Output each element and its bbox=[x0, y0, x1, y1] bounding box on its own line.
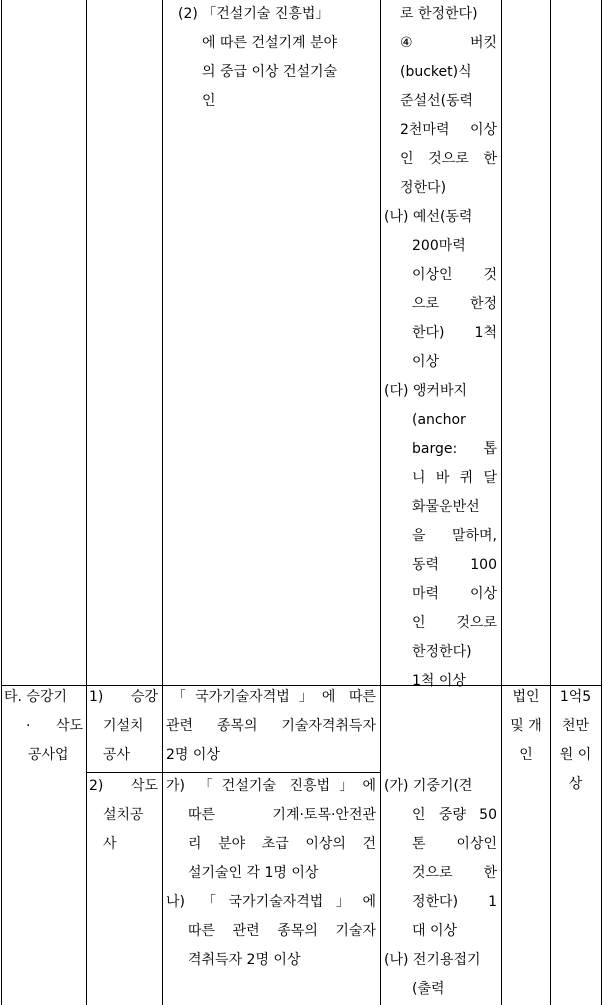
text-line: (2) 「건설기술 진흥법」 bbox=[178, 6, 330, 22]
text-line: 「국가기술자격법」에 따른 bbox=[172, 689, 376, 705]
sub2-equipment-cell bbox=[384, 772, 497, 1004]
text-line: 2천마력 이상 bbox=[400, 122, 497, 138]
text-line: 1) 승강 bbox=[89, 689, 158, 705]
grid-line-v4 bbox=[380, 0, 381, 1005]
text-line: 동력 100 bbox=[412, 557, 497, 573]
text-line: (bucket)식 bbox=[400, 64, 472, 80]
text-line: 격취득자 2명 이상 bbox=[188, 952, 301, 968]
text-line: 인 bbox=[519, 747, 533, 763]
capital-cell bbox=[553, 683, 598, 799]
text-line: 공사업 bbox=[28, 747, 69, 763]
upper-qualification-cell bbox=[178, 0, 376, 116]
sub2-type-cell bbox=[89, 772, 158, 859]
upper-equipment-cell bbox=[384, 0, 497, 696]
grid-line-v6 bbox=[550, 0, 551, 1005]
text-line: 공사 bbox=[103, 747, 131, 763]
text-line: 200마력 bbox=[412, 238, 466, 254]
text-line: 을 말하며, bbox=[412, 528, 497, 544]
text-line: (anchor bbox=[412, 412, 466, 428]
text-line: 에 따른 건설기계 분야 bbox=[202, 35, 338, 51]
text-line: ④ 버킷 bbox=[400, 35, 497, 51]
text-line: (출력 bbox=[412, 981, 445, 997]
grid-line-v3 bbox=[162, 0, 163, 1005]
text-line: barge: 톱 bbox=[412, 441, 497, 457]
text-line: (나) 예선(동력 bbox=[384, 209, 473, 225]
industry-name-cell bbox=[4, 683, 83, 770]
text-line: 이상인 것 bbox=[412, 267, 497, 283]
text-line: 2명 이상 bbox=[166, 747, 220, 763]
text-line: 1억5 bbox=[559, 689, 592, 705]
text-line: 상 bbox=[568, 776, 583, 792]
sub1-qualification-cell bbox=[166, 683, 376, 770]
text-line: (다) 앵커바지 bbox=[384, 383, 467, 399]
text-line: · 삭도 bbox=[26, 718, 83, 734]
text-line: 이상 bbox=[412, 354, 440, 370]
text-line: 관련 종목의 기술자격취득자 bbox=[166, 718, 376, 734]
grid-line-v1 bbox=[1, 0, 2, 1005]
text-line: 설치공 bbox=[103, 807, 144, 823]
text-line: 사 bbox=[103, 836, 117, 852]
text-line: (나) 전기용접기 bbox=[384, 952, 481, 968]
text-line: 정한다) 1 bbox=[412, 894, 497, 910]
text-line: 한정한다) bbox=[412, 644, 472, 660]
text-line: 의 중급 이상 건설기술 bbox=[202, 64, 338, 80]
text-line: 법인 bbox=[512, 689, 540, 705]
text-line: 설기술인 각 1명 이상 bbox=[188, 865, 319, 881]
text-line: 따른 기계·토목·안전관 bbox=[188, 807, 376, 823]
text-line: 1척 이상 bbox=[412, 673, 466, 689]
grid-line-v7 bbox=[601, 0, 602, 1005]
text-line: 으로 한정 bbox=[412, 296, 497, 312]
sub1-type-cell bbox=[89, 683, 158, 770]
text-line: 니 바 퀴 달 bbox=[412, 470, 497, 486]
text-line: 인 것으로 bbox=[412, 615, 497, 631]
text-line: 및 개 bbox=[510, 718, 542, 734]
text-line: 준설선(동력 bbox=[400, 93, 474, 109]
text-line: 로 한정한다) bbox=[400, 6, 478, 22]
text-line: 나) 「국가기술자격법」에 bbox=[166, 894, 376, 910]
text-line: 2) 삭도 bbox=[89, 778, 158, 794]
text-line: 타. 승강기 bbox=[4, 689, 67, 705]
text-line: 가) 「건설기술 진흥법」에 bbox=[166, 778, 376, 794]
text-line: 기설치 bbox=[103, 718, 144, 734]
entity-type-cell bbox=[505, 683, 547, 770]
text-line: 것으로 한 bbox=[412, 865, 497, 881]
text-line: 톤 이상인 bbox=[412, 836, 497, 852]
text-line: 한다) 1척 bbox=[412, 325, 497, 341]
grid-line-v5 bbox=[501, 0, 502, 1005]
text-line: 인 중량 50 bbox=[412, 807, 497, 823]
text-line: 화물운반선 bbox=[412, 499, 480, 515]
text-line: 따른 관련 종목의 기술자 bbox=[188, 923, 376, 939]
text-line: 대 이상 bbox=[412, 923, 458, 939]
text-line: 정한다) bbox=[400, 180, 447, 196]
text-line: 원 이 bbox=[559, 747, 592, 763]
grid-line-v2 bbox=[86, 0, 87, 1005]
text-line: 천만 bbox=[561, 718, 590, 734]
text-line: 마력 이상 bbox=[412, 586, 497, 602]
text-line: 인 bbox=[202, 93, 216, 109]
text-line: 인 것으로 한 bbox=[400, 151, 497, 167]
text-line: (가) 기중기(견 bbox=[384, 778, 473, 794]
text-line: 리 분야 초급 이상의 건 bbox=[188, 836, 376, 852]
sub2-qualification-cell bbox=[166, 772, 376, 975]
